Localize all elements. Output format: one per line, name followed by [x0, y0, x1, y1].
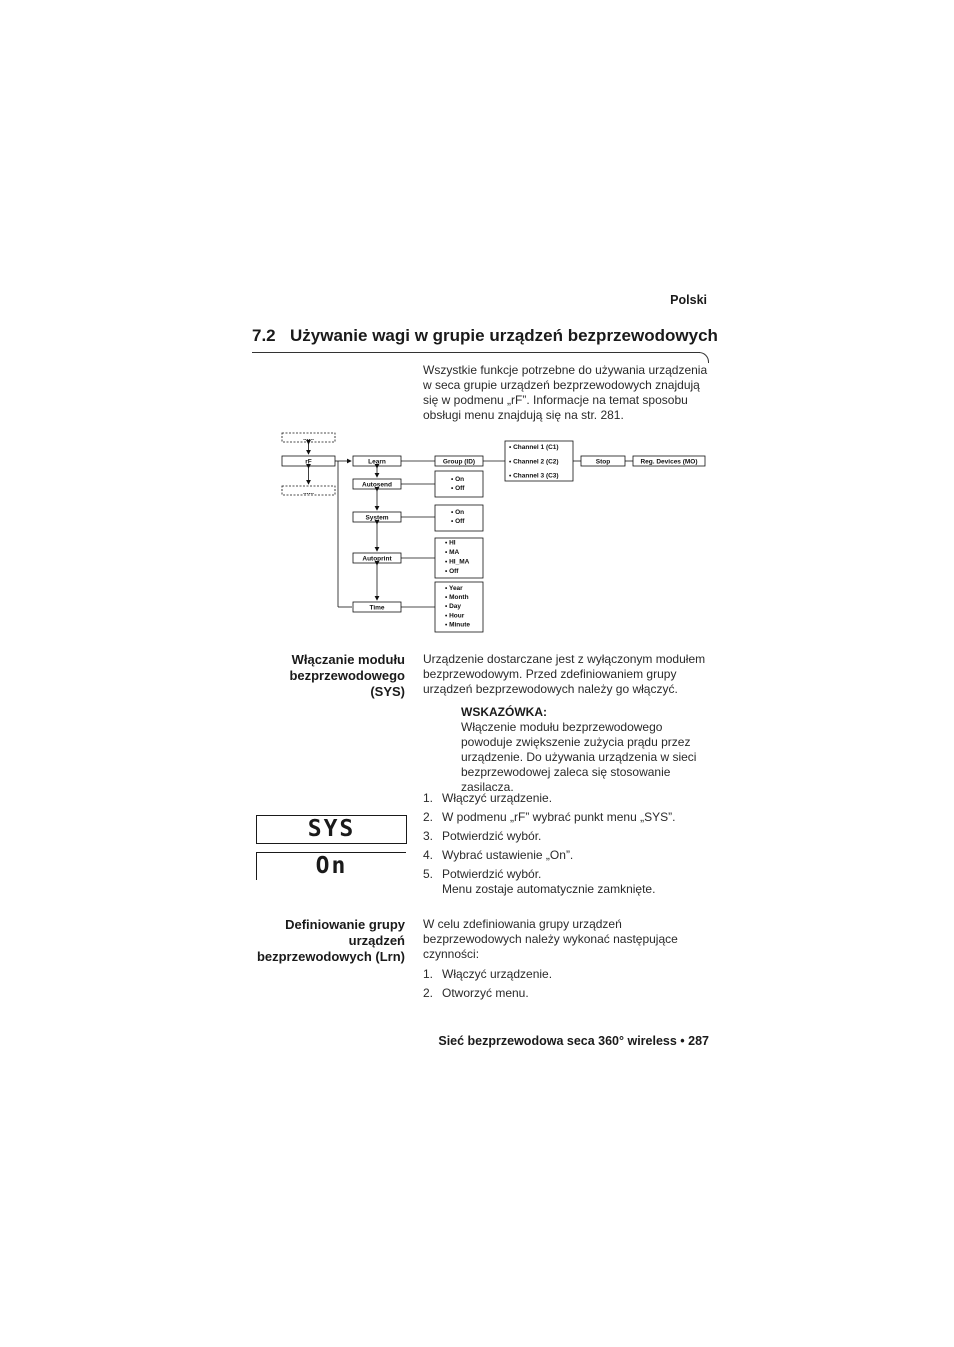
time-option-year: • Year [445, 585, 463, 592]
lrn-heading-line-1: Definiowanie grupy [285, 917, 405, 932]
system-option-off: • Off [451, 518, 465, 525]
sys-steps [423, 791, 713, 901]
group-id-label: Group (ID) [442, 458, 476, 466]
channel-1: • Channel 1 (C1) [509, 444, 559, 451]
sys-heading-line-1: Włączanie modułu [291, 652, 405, 667]
list-item: 4. Wybrać ustawienie „On”. [423, 848, 574, 862]
system-label: System [365, 514, 389, 522]
lrn-paragraph: W celu zdefiniowania grupy urządzeń bezprzewodowych należy wykonać następujące czynności: [423, 917, 678, 961]
time-option-minute: • Minute [445, 621, 471, 629]
stop-label: Stop [595, 458, 611, 466]
autosend-label: Autosend [362, 481, 392, 489]
time-option-hour: • Hour [445, 612, 465, 620]
autosend-options-box [435, 471, 483, 497]
display-sys: SYS [256, 815, 407, 844]
section-number: 7.2 [252, 326, 276, 345]
sys-section-heading [245, 652, 405, 700]
page-footer: Sieć bezprzewodowa seca 360° wireless • 287 [438, 1034, 709, 1048]
section-title: Używanie wagi w grupie urządzeń bezprzewodowych [290, 326, 718, 345]
dotted-label-bottom: ...... [303, 489, 314, 496]
autoprint-option-hi: • HI [445, 539, 456, 547]
autosend-option-off: • Off [451, 485, 465, 492]
sys-heading-line-3: (SYS) [370, 684, 405, 699]
list-item: 3. Potwierdzić wybór. [423, 829, 542, 843]
autosend-option-on: • On [451, 476, 465, 483]
intro-paragraph: Wszystkie funkcje potrzebne do używania urządzenia w seca grupie urządzeń bezprzewodowych znajdują się w podmenu „rF”. Informacje na temat sposobu obsługi menu znajdują się na str. 281. [423, 363, 708, 422]
autoprint-option-ma: • MA [445, 549, 460, 556]
lrn-heading-line-3: bezprzewodowych (Lrn) [256, 949, 405, 964]
heading-rule [252, 352, 700, 353]
lrn-heading-line-2: urządzeń [348, 933, 405, 948]
list-item: 2. W podmenu „rF” wybrać punkt menu „SYS”. [423, 810, 676, 824]
display-on: On [256, 852, 406, 880]
note-title: WSKAZÓWKA: [461, 705, 547, 719]
menu-diagram [270, 425, 720, 640]
step-result: Menu zostaje automatycznie zamknięte. [442, 882, 656, 896]
time-label: Time [369, 604, 385, 612]
language-label: Polski [670, 293, 707, 307]
list-item: 1. Włączyć urządzenie. [423, 967, 553, 981]
channel-3: • Channel 3 (C3) [509, 472, 559, 480]
list-item: 1. Włączyć urządzenie. [423, 791, 553, 805]
learn-label: Learn [368, 458, 386, 466]
autoprint-option-off: • Off [445, 568, 459, 575]
dotted-label-top: ...... [303, 435, 314, 442]
sys-paragraph: Urządzenie dostarczane jest z wyłączonym modułem bezprzewodowym. Przed zdefiniowaniem grupy urządzeń bezprzewodowych należy go włączyć. [423, 652, 706, 696]
reg-devices-label: Reg. Devices (MO) [640, 458, 698, 466]
autoprint-option-hi-ma: • HI_MA [445, 558, 470, 566]
autoprint-label: Autoprint [362, 555, 392, 563]
section-heading [252, 326, 718, 346]
time-option-month: • Month [445, 594, 469, 601]
note-text: Włączenie modułu bezprzewodowego powoduje zwiększenie zużycia prądu przez urządzenie. Do używania urządzenia w sieci bezprzewodowej zaleca się stosowanie zasilacza. [461, 720, 697, 794]
lrn-section-heading [245, 917, 405, 965]
list-item: 2. Otworzyć menu. [423, 986, 529, 1000]
sys-heading-line-2: bezprzewodowego [289, 668, 405, 683]
channel-2: • Channel 2 (C2) [509, 458, 559, 466]
rf-label: rF [305, 458, 312, 466]
heading-rule-corner [698, 352, 709, 363]
lrn-steps [423, 967, 713, 1005]
list-item: 5. Potwierdzić wybór. Menu zostaje automatycznie zamknięte. [423, 867, 713, 897]
system-option-on: • On [451, 509, 465, 516]
time-option-day: • Day [445, 603, 462, 610]
